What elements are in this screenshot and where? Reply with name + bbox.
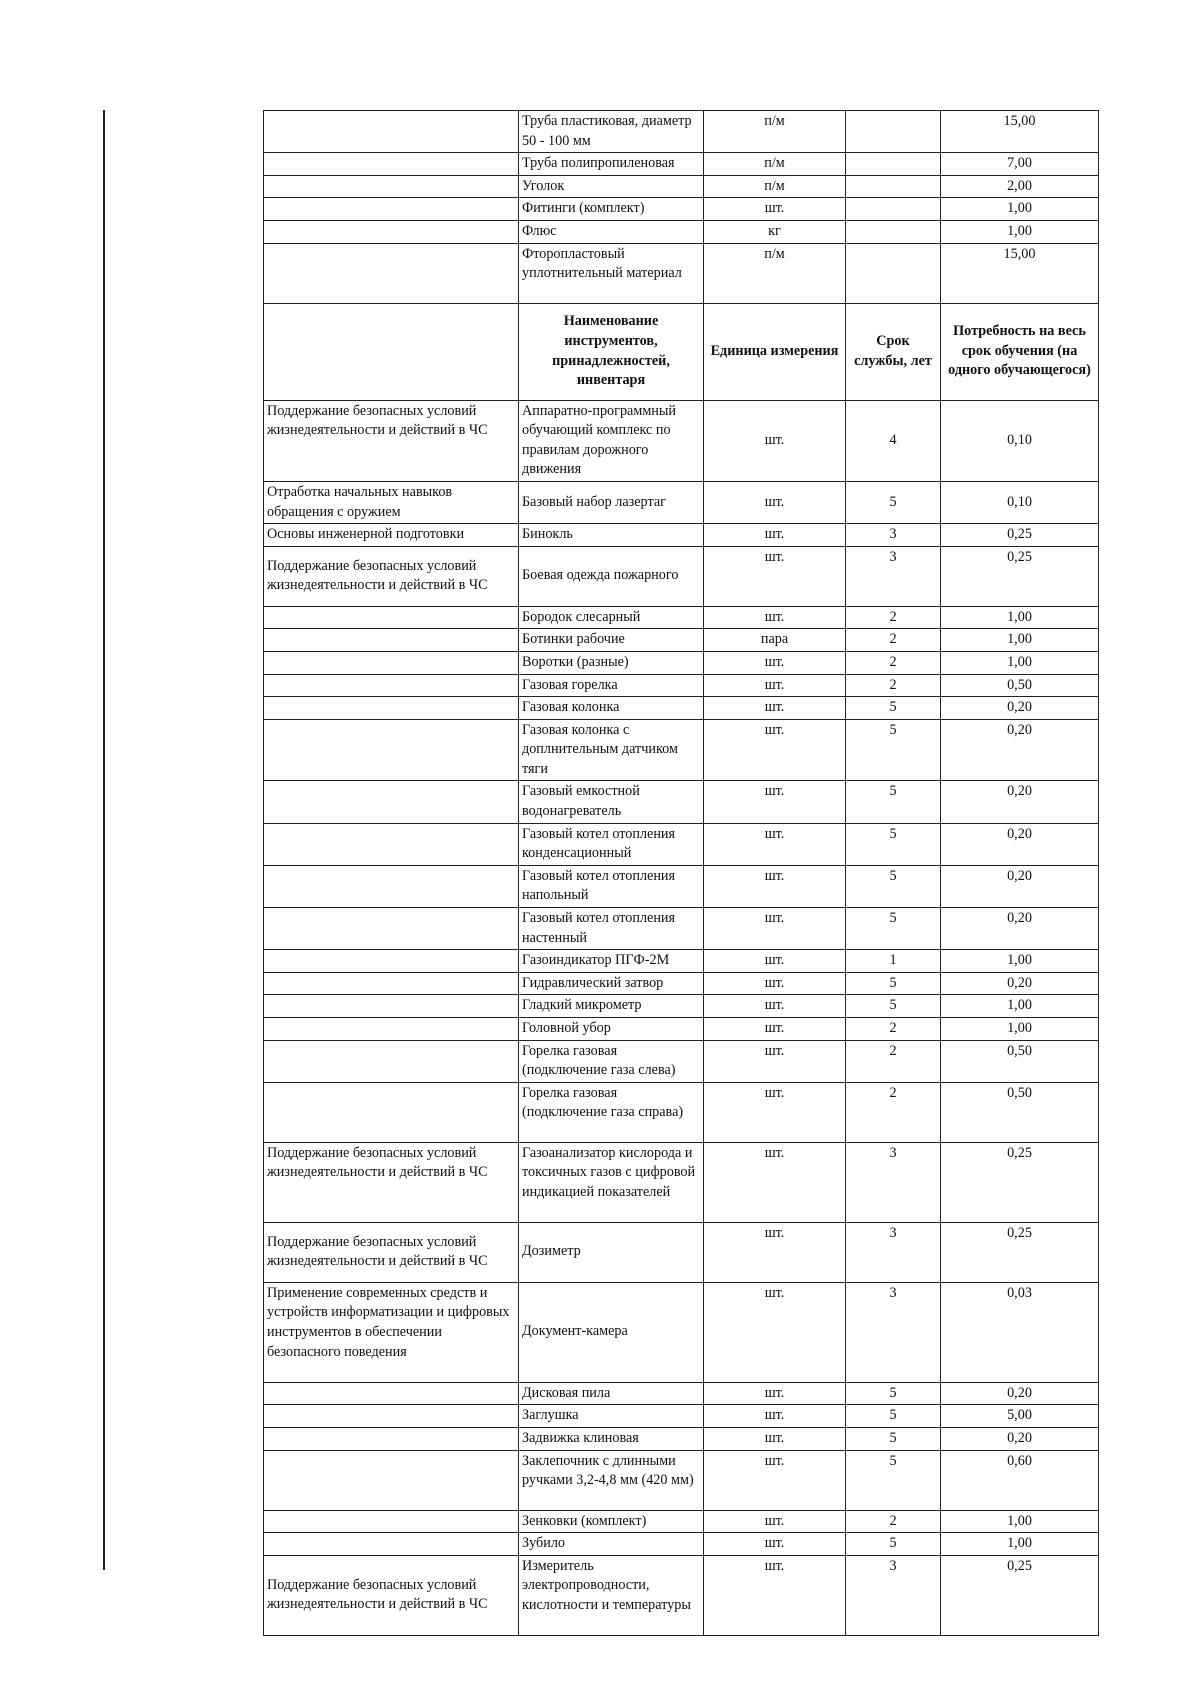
unit-cell: шт. <box>704 719 846 781</box>
life-cell <box>846 243 941 303</box>
table-row <box>264 1510 1099 1533</box>
name-cell: Гидравлический затвор <box>519 972 704 995</box>
qty-cell: 1,00 <box>941 1533 1099 1556</box>
purpose-cell <box>264 220 519 243</box>
purpose-cell <box>264 781 519 823</box>
life-cell: 5 <box>846 995 941 1018</box>
life-cell: 3 <box>846 1222 941 1282</box>
purpose-cell <box>264 1427 519 1450</box>
qty-cell: 0,20 <box>941 697 1099 720</box>
qty-cell: 1,00 <box>941 950 1099 973</box>
name-cell: Головной убор <box>519 1018 704 1041</box>
purpose-cell <box>264 1510 519 1533</box>
qty-cell: 1,00 <box>941 651 1099 674</box>
table-row <box>264 865 1099 907</box>
life-cell: 5 <box>846 972 941 995</box>
life-cell: 2 <box>846 1018 941 1041</box>
table-row <box>264 1040 1099 1082</box>
qty-cell: 2,00 <box>941 175 1099 198</box>
life-cell: 5 <box>846 823 941 865</box>
table-row <box>264 972 1099 995</box>
life-cell: 5 <box>846 1382 941 1405</box>
life-cell: 5 <box>846 865 941 907</box>
name-cell: Газовая горелка <box>519 674 704 697</box>
purpose-cell <box>264 1018 519 1041</box>
table-row <box>264 719 1099 781</box>
table-row <box>264 198 1099 221</box>
purpose-cell: Поддержание безопасных условий жизнедеятельности и действий в ЧС <box>264 1222 519 1282</box>
purpose-cell <box>264 1450 519 1510</box>
unit-cell: шт. <box>704 1040 846 1082</box>
qty-cell: 0,25 <box>941 1222 1099 1282</box>
life-cell: 5 <box>846 719 941 781</box>
unit-cell: шт. <box>704 1142 846 1222</box>
purpose-cell: Поддержание безопасных условий жизнедеятельности и действий в ЧС <box>264 400 519 481</box>
life-cell: 2 <box>846 629 941 652</box>
name-cell: Газоиндикатор ПГФ-2М <box>519 950 704 973</box>
table-row <box>264 1555 1099 1635</box>
qty-cell: 0,60 <box>941 1450 1099 1510</box>
life-cell: 3 <box>846 524 941 547</box>
life-cell: 5 <box>846 1450 941 1510</box>
qty-cell: 1,00 <box>941 1018 1099 1041</box>
table-row <box>264 243 1099 303</box>
unit-cell: шт. <box>704 972 846 995</box>
equipment-table <box>263 110 1099 1636</box>
name-cell: Ботинки рабочие <box>519 629 704 652</box>
table-row <box>264 1018 1099 1041</box>
header-purpose-cell <box>264 303 519 400</box>
name-cell: Зенковки (комплект) <box>519 1510 704 1533</box>
life-cell: 2 <box>846 606 941 629</box>
name-cell: Дисковая пила <box>519 1382 704 1405</box>
qty-cell: 1,00 <box>941 1510 1099 1533</box>
purpose-cell <box>264 198 519 221</box>
qty-cell: 15,00 <box>941 243 1099 303</box>
purpose-cell <box>264 111 519 153</box>
life-cell: 5 <box>846 781 941 823</box>
name-cell: Заглушка <box>519 1405 704 1428</box>
unit-cell: п/м <box>704 243 846 303</box>
purpose-cell <box>264 629 519 652</box>
table-row <box>264 524 1099 547</box>
unit-cell: шт. <box>704 697 846 720</box>
purpose-cell <box>264 153 519 176</box>
purpose-cell <box>264 950 519 973</box>
table-row <box>264 950 1099 973</box>
purpose-cell <box>264 1082 519 1142</box>
unit-cell: шт. <box>704 524 846 547</box>
qty-cell: 1,00 <box>941 220 1099 243</box>
table-row <box>264 111 1099 153</box>
table-row <box>264 697 1099 720</box>
unit-cell: шт. <box>704 1082 846 1142</box>
unit-cell: шт. <box>704 1282 846 1382</box>
unit-cell: кг <box>704 220 846 243</box>
purpose-cell: Поддержание безопасных условий жизнедеятельности и действий в ЧС <box>264 546 519 606</box>
qty-cell: 0,20 <box>941 972 1099 995</box>
name-cell: Газовый котел отопления настенный <box>519 908 704 950</box>
unit-cell: шт. <box>704 606 846 629</box>
unit-cell: шт. <box>704 1018 846 1041</box>
name-cell: Труба пластиковая, диаметр 50 - 100 мм <box>519 111 704 153</box>
purpose-cell <box>264 1382 519 1405</box>
life-cell: 5 <box>846 697 941 720</box>
life-cell <box>846 175 941 198</box>
qty-cell: 0,25 <box>941 1555 1099 1635</box>
life-cell: 5 <box>846 908 941 950</box>
qty-cell: 1,00 <box>941 606 1099 629</box>
margin-line <box>103 110 105 1570</box>
unit-cell: шт. <box>704 400 846 481</box>
qty-cell: 15,00 <box>941 111 1099 153</box>
table-row <box>264 1142 1099 1222</box>
table-row <box>264 995 1099 1018</box>
life-cell: 5 <box>846 1405 941 1428</box>
table-row <box>264 546 1099 606</box>
table-row <box>264 1382 1099 1405</box>
name-cell: Горелка газовая (подключение газа слева) <box>519 1040 704 1082</box>
qty-cell: 1,00 <box>941 629 1099 652</box>
table-row <box>264 1282 1099 1382</box>
purpose-cell: Применение современных средств и устройств информатизации и цифровых инструментов в обеспечении безопасного поведения <box>264 1282 519 1382</box>
qty-cell: 1,00 <box>941 198 1099 221</box>
life-cell: 5 <box>846 1533 941 1556</box>
purpose-cell: Поддержание безопасных условий жизнедеятельности и действий в ЧС <box>264 1555 519 1635</box>
name-cell: Измеритель электропроводности, кислотности и температуры <box>519 1555 704 1635</box>
qty-cell: 0,20 <box>941 865 1099 907</box>
qty-cell: 0,20 <box>941 1427 1099 1450</box>
name-cell: Зубило <box>519 1533 704 1556</box>
name-cell: Газовая колонка <box>519 697 704 720</box>
table-row <box>264 1427 1099 1450</box>
unit-cell: пара <box>704 629 846 652</box>
table-row <box>264 781 1099 823</box>
qty-cell: 0,25 <box>941 546 1099 606</box>
purpose-cell: Основы инженерной подготовки <box>264 524 519 547</box>
unit-cell: шт. <box>704 1405 846 1428</box>
name-cell: Бинокль <box>519 524 704 547</box>
name-cell: Газоанализатор кислорода и токсичных газов с цифровой индикацией показателей <box>519 1142 704 1222</box>
purpose-cell: Поддержание безопасных условий жизнедеятельности и действий в ЧС <box>264 1142 519 1222</box>
qty-cell: 0,50 <box>941 674 1099 697</box>
table-header-row <box>264 303 1099 400</box>
qty-cell: 0,10 <box>941 400 1099 481</box>
name-cell: Газовый емкостной водонагреватель <box>519 781 704 823</box>
unit-cell: шт. <box>704 1555 846 1635</box>
life-cell: 2 <box>846 1040 941 1082</box>
table-row <box>264 908 1099 950</box>
life-cell: 4 <box>846 400 941 481</box>
qty-cell: 0,03 <box>941 1282 1099 1382</box>
purpose-cell <box>264 995 519 1018</box>
purpose-cell <box>264 674 519 697</box>
qty-cell: 0,25 <box>941 524 1099 547</box>
purpose-cell <box>264 175 519 198</box>
life-cell <box>846 111 941 153</box>
unit-cell: шт. <box>704 865 846 907</box>
unit-cell: шт. <box>704 674 846 697</box>
unit-cell: шт. <box>704 1382 846 1405</box>
qty-cell: 0,20 <box>941 1382 1099 1405</box>
unit-cell: п/м <box>704 153 846 176</box>
qty-cell: 5,00 <box>941 1405 1099 1428</box>
name-cell: Газовый котел отопления конденсационный <box>519 823 704 865</box>
life-cell: 1 <box>846 950 941 973</box>
life-cell: 2 <box>846 1510 941 1533</box>
purpose-cell <box>264 972 519 995</box>
qty-cell: 1,00 <box>941 995 1099 1018</box>
name-cell: Флюс <box>519 220 704 243</box>
name-cell: Газовый котел отопления напольный <box>519 865 704 907</box>
purpose-cell <box>264 1533 519 1556</box>
name-cell: Документ-камера <box>519 1282 704 1382</box>
life-cell: 2 <box>846 674 941 697</box>
qty-cell: 7,00 <box>941 153 1099 176</box>
header-qty-cell: Потребность на весь срок обучения (на одного обучающегося) <box>941 303 1099 400</box>
table-row <box>264 1405 1099 1428</box>
unit-cell: п/м <box>704 175 846 198</box>
header-life-cell: Срок службы, лет <box>846 303 941 400</box>
unit-cell: шт. <box>704 1450 846 1510</box>
purpose-cell: Отработка начальных навыков обращения с оружием <box>264 481 519 523</box>
unit-cell: шт. <box>704 198 846 221</box>
table-row <box>264 1450 1099 1510</box>
table-row <box>264 823 1099 865</box>
table-row <box>264 629 1099 652</box>
qty-cell: 0,20 <box>941 823 1099 865</box>
life-cell: 3 <box>846 1555 941 1635</box>
unit-cell: шт. <box>704 995 846 1018</box>
table-row <box>264 153 1099 176</box>
unit-cell: шт. <box>704 481 846 523</box>
life-cell <box>846 153 941 176</box>
unit-cell: шт. <box>704 908 846 950</box>
purpose-cell <box>264 1405 519 1428</box>
purpose-cell <box>264 606 519 629</box>
qty-cell: 0,20 <box>941 908 1099 950</box>
purpose-cell <box>264 1040 519 1082</box>
purpose-cell <box>264 823 519 865</box>
unit-cell: шт. <box>704 781 846 823</box>
life-cell: 3 <box>846 1282 941 1382</box>
table-row <box>264 400 1099 481</box>
life-cell: 5 <box>846 1427 941 1450</box>
name-cell: Аппаратно-программный обучающий комплекс по правилам дорожного движения <box>519 400 704 481</box>
unit-cell: шт. <box>704 1427 846 1450</box>
qty-cell: 0,25 <box>941 1142 1099 1222</box>
qty-cell: 0,50 <box>941 1040 1099 1082</box>
name-cell: Боевая одежда пожарного <box>519 546 704 606</box>
table-row <box>264 651 1099 674</box>
unit-cell: шт. <box>704 546 846 606</box>
life-cell: 3 <box>846 1142 941 1222</box>
purpose-cell <box>264 719 519 781</box>
name-cell: Заклепочник с длинными ручками 3,2-4,8 мм (420 мм) <box>519 1450 704 1510</box>
name-cell: Дозиметр <box>519 1222 704 1282</box>
life-cell <box>846 198 941 221</box>
table-row <box>264 1222 1099 1282</box>
table-row <box>264 175 1099 198</box>
purpose-cell <box>264 697 519 720</box>
life-cell: 2 <box>846 1082 941 1142</box>
unit-cell: шт. <box>704 823 846 865</box>
name-cell: Газовая колонка с доплнительным датчиком тяги <box>519 719 704 781</box>
purpose-cell <box>264 651 519 674</box>
name-cell: Бородок слесарный <box>519 606 704 629</box>
unit-cell: п/м <box>704 111 846 153</box>
unit-cell: шт. <box>704 651 846 674</box>
name-cell: Уголок <box>519 175 704 198</box>
table-row <box>264 1533 1099 1556</box>
equipment-table-body <box>264 111 1099 1636</box>
name-cell: Горелка газовая (подключение газа справа) <box>519 1082 704 1142</box>
life-cell: 3 <box>846 546 941 606</box>
name-cell: Воротки (разные) <box>519 651 704 674</box>
life-cell: 5 <box>846 481 941 523</box>
life-cell <box>846 220 941 243</box>
qty-cell: 0,10 <box>941 481 1099 523</box>
table-row <box>264 674 1099 697</box>
purpose-cell <box>264 865 519 907</box>
name-cell: Базовый набор лазертаг <box>519 481 704 523</box>
name-cell: Фторопластовый уплотнительный материал <box>519 243 704 303</box>
table-row <box>264 220 1099 243</box>
unit-cell: шт. <box>704 950 846 973</box>
life-cell: 2 <box>846 651 941 674</box>
table-row <box>264 481 1099 523</box>
unit-cell: шт. <box>704 1510 846 1533</box>
table-row <box>264 1082 1099 1142</box>
purpose-cell <box>264 243 519 303</box>
name-cell: Фитинги (комплект) <box>519 198 704 221</box>
header-unit-cell: Единица измерения <box>704 303 846 400</box>
table-row <box>264 606 1099 629</box>
qty-cell: 0,20 <box>941 719 1099 781</box>
qty-cell: 0,20 <box>941 781 1099 823</box>
purpose-cell <box>264 908 519 950</box>
name-cell: Гладкий микрометр <box>519 995 704 1018</box>
name-cell: Задвижка клиновая <box>519 1427 704 1450</box>
unit-cell: шт. <box>704 1533 846 1556</box>
header-name-cell: Наименование инструментов, принадлежностей, инвентаря <box>519 303 704 400</box>
unit-cell: шт. <box>704 1222 846 1282</box>
name-cell: Труба полипропиленовая <box>519 153 704 176</box>
qty-cell: 0,50 <box>941 1082 1099 1142</box>
